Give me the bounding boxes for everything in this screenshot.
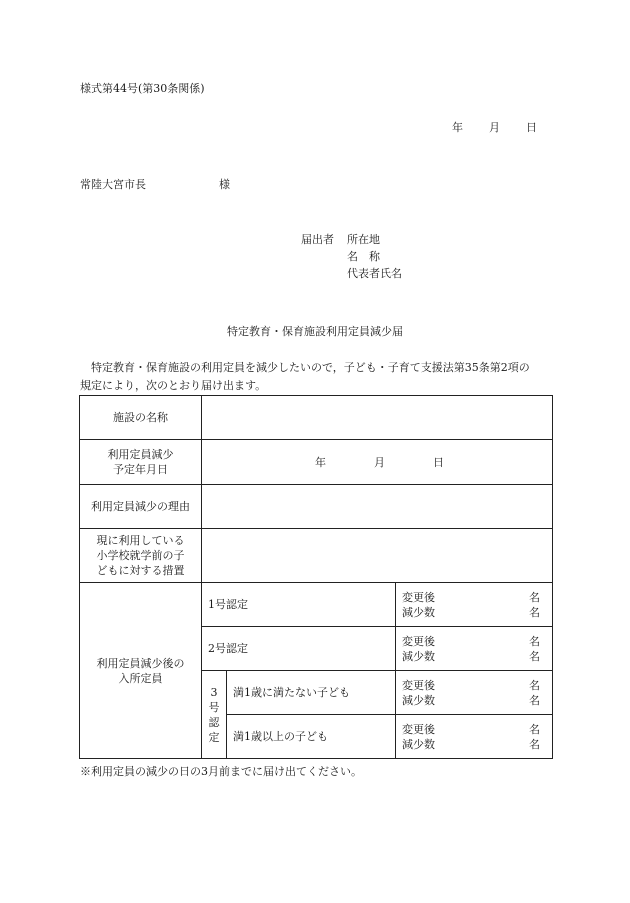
date-day: 日 [526, 121, 537, 134]
addressee-suffix: 様 [219, 178, 230, 191]
measures-field[interactable] [202, 529, 553, 583]
body-line-2: 規定により，次のとおり届け出ます。 [80, 379, 267, 392]
addressee-name: 常陸大宮市長 [80, 178, 146, 191]
notifier-representative: 代表者氏名 [347, 267, 402, 280]
cert2-after-unit: 名 [529, 634, 541, 648]
cert1-decrease-label: 減少数 [402, 605, 435, 619]
cert1-after-unit: 名 [529, 590, 541, 604]
planned-date-month: 月 [374, 455, 385, 469]
planned-date-field[interactable] [202, 440, 553, 485]
cert1-decrease-unit: 名 [529, 605, 541, 619]
measures-label: 現に利用している 小学校就学前の子 どもに対する措置 [80, 529, 202, 583]
cert1-label: 1号認定 [202, 583, 396, 627]
facility-name-label: 施設の名称 [80, 396, 202, 440]
cert3-over1-decrease-unit: 名 [529, 737, 541, 751]
submission-date [452, 119, 537, 135]
cert3-under1-decrease-label: 減少数 [402, 693, 435, 707]
cert2-after-label: 変更後 [402, 634, 435, 648]
notifier-label: 届出者 [301, 233, 334, 246]
cert3-under1-decrease-unit: 名 [529, 693, 541, 707]
planned-date-year: 年 [315, 455, 326, 469]
reason-field[interactable] [202, 485, 553, 529]
cert3-over1-change-cell[interactable] [396, 715, 553, 759]
cert2-change-cell[interactable] [396, 627, 553, 671]
cert3-under1-change-cell[interactable] [396, 671, 553, 715]
planned-date-label: 利用定員減少 予定年月日 [80, 440, 202, 485]
cert1-after-label: 変更後 [402, 590, 435, 604]
cert2-decrease-label: 減少数 [402, 649, 435, 663]
cert3-over1-label: 満1歳以上の子ども [227, 715, 396, 759]
notifier-name: 名 称 [347, 250, 380, 263]
cert2-decrease-unit: 名 [529, 649, 541, 663]
footnote: ※利用定員の減少の日の3月前までに届け出てください。 [80, 765, 362, 778]
notifier-block [301, 231, 402, 282]
cert2-label: 2号認定 [202, 627, 396, 671]
date-month: 月 [489, 121, 500, 134]
cert3-over1-after-label: 変更後 [402, 722, 435, 736]
cert3-over1-decrease-label: 減少数 [402, 737, 435, 751]
reason-label: 利用定員減少の理由 [80, 485, 202, 529]
notifier-address: 所在地 [347, 233, 380, 246]
cert3-under1-after-unit: 名 [529, 678, 541, 692]
body-text [80, 359, 552, 395]
date-year: 年 [452, 121, 463, 134]
planned-date-day: 日 [433, 455, 444, 469]
capacity-label: 利用定員減少後の 入所定員 [80, 583, 202, 759]
cert3-label: 3 号 認 定 [202, 671, 227, 759]
body-line-1: 特定教育・保育施設の利用定員を減少したいので，子ども・子育て支援法第35条第2項の [91, 361, 530, 374]
cert1-change-cell[interactable] [396, 583, 553, 627]
cert3-under1-after-label: 変更後 [402, 678, 435, 692]
notification-form-table [79, 395, 553, 759]
cert3-under1-label: 満1歳に満たない子ども [227, 671, 396, 715]
facility-name-field[interactable] [202, 396, 553, 440]
form-reference: 様式第44号(第30条関係) [80, 82, 205, 95]
cert3-over1-after-unit: 名 [529, 722, 541, 736]
document-title: 特定教育・保育施設利用定員減少届 [227, 325, 403, 338]
